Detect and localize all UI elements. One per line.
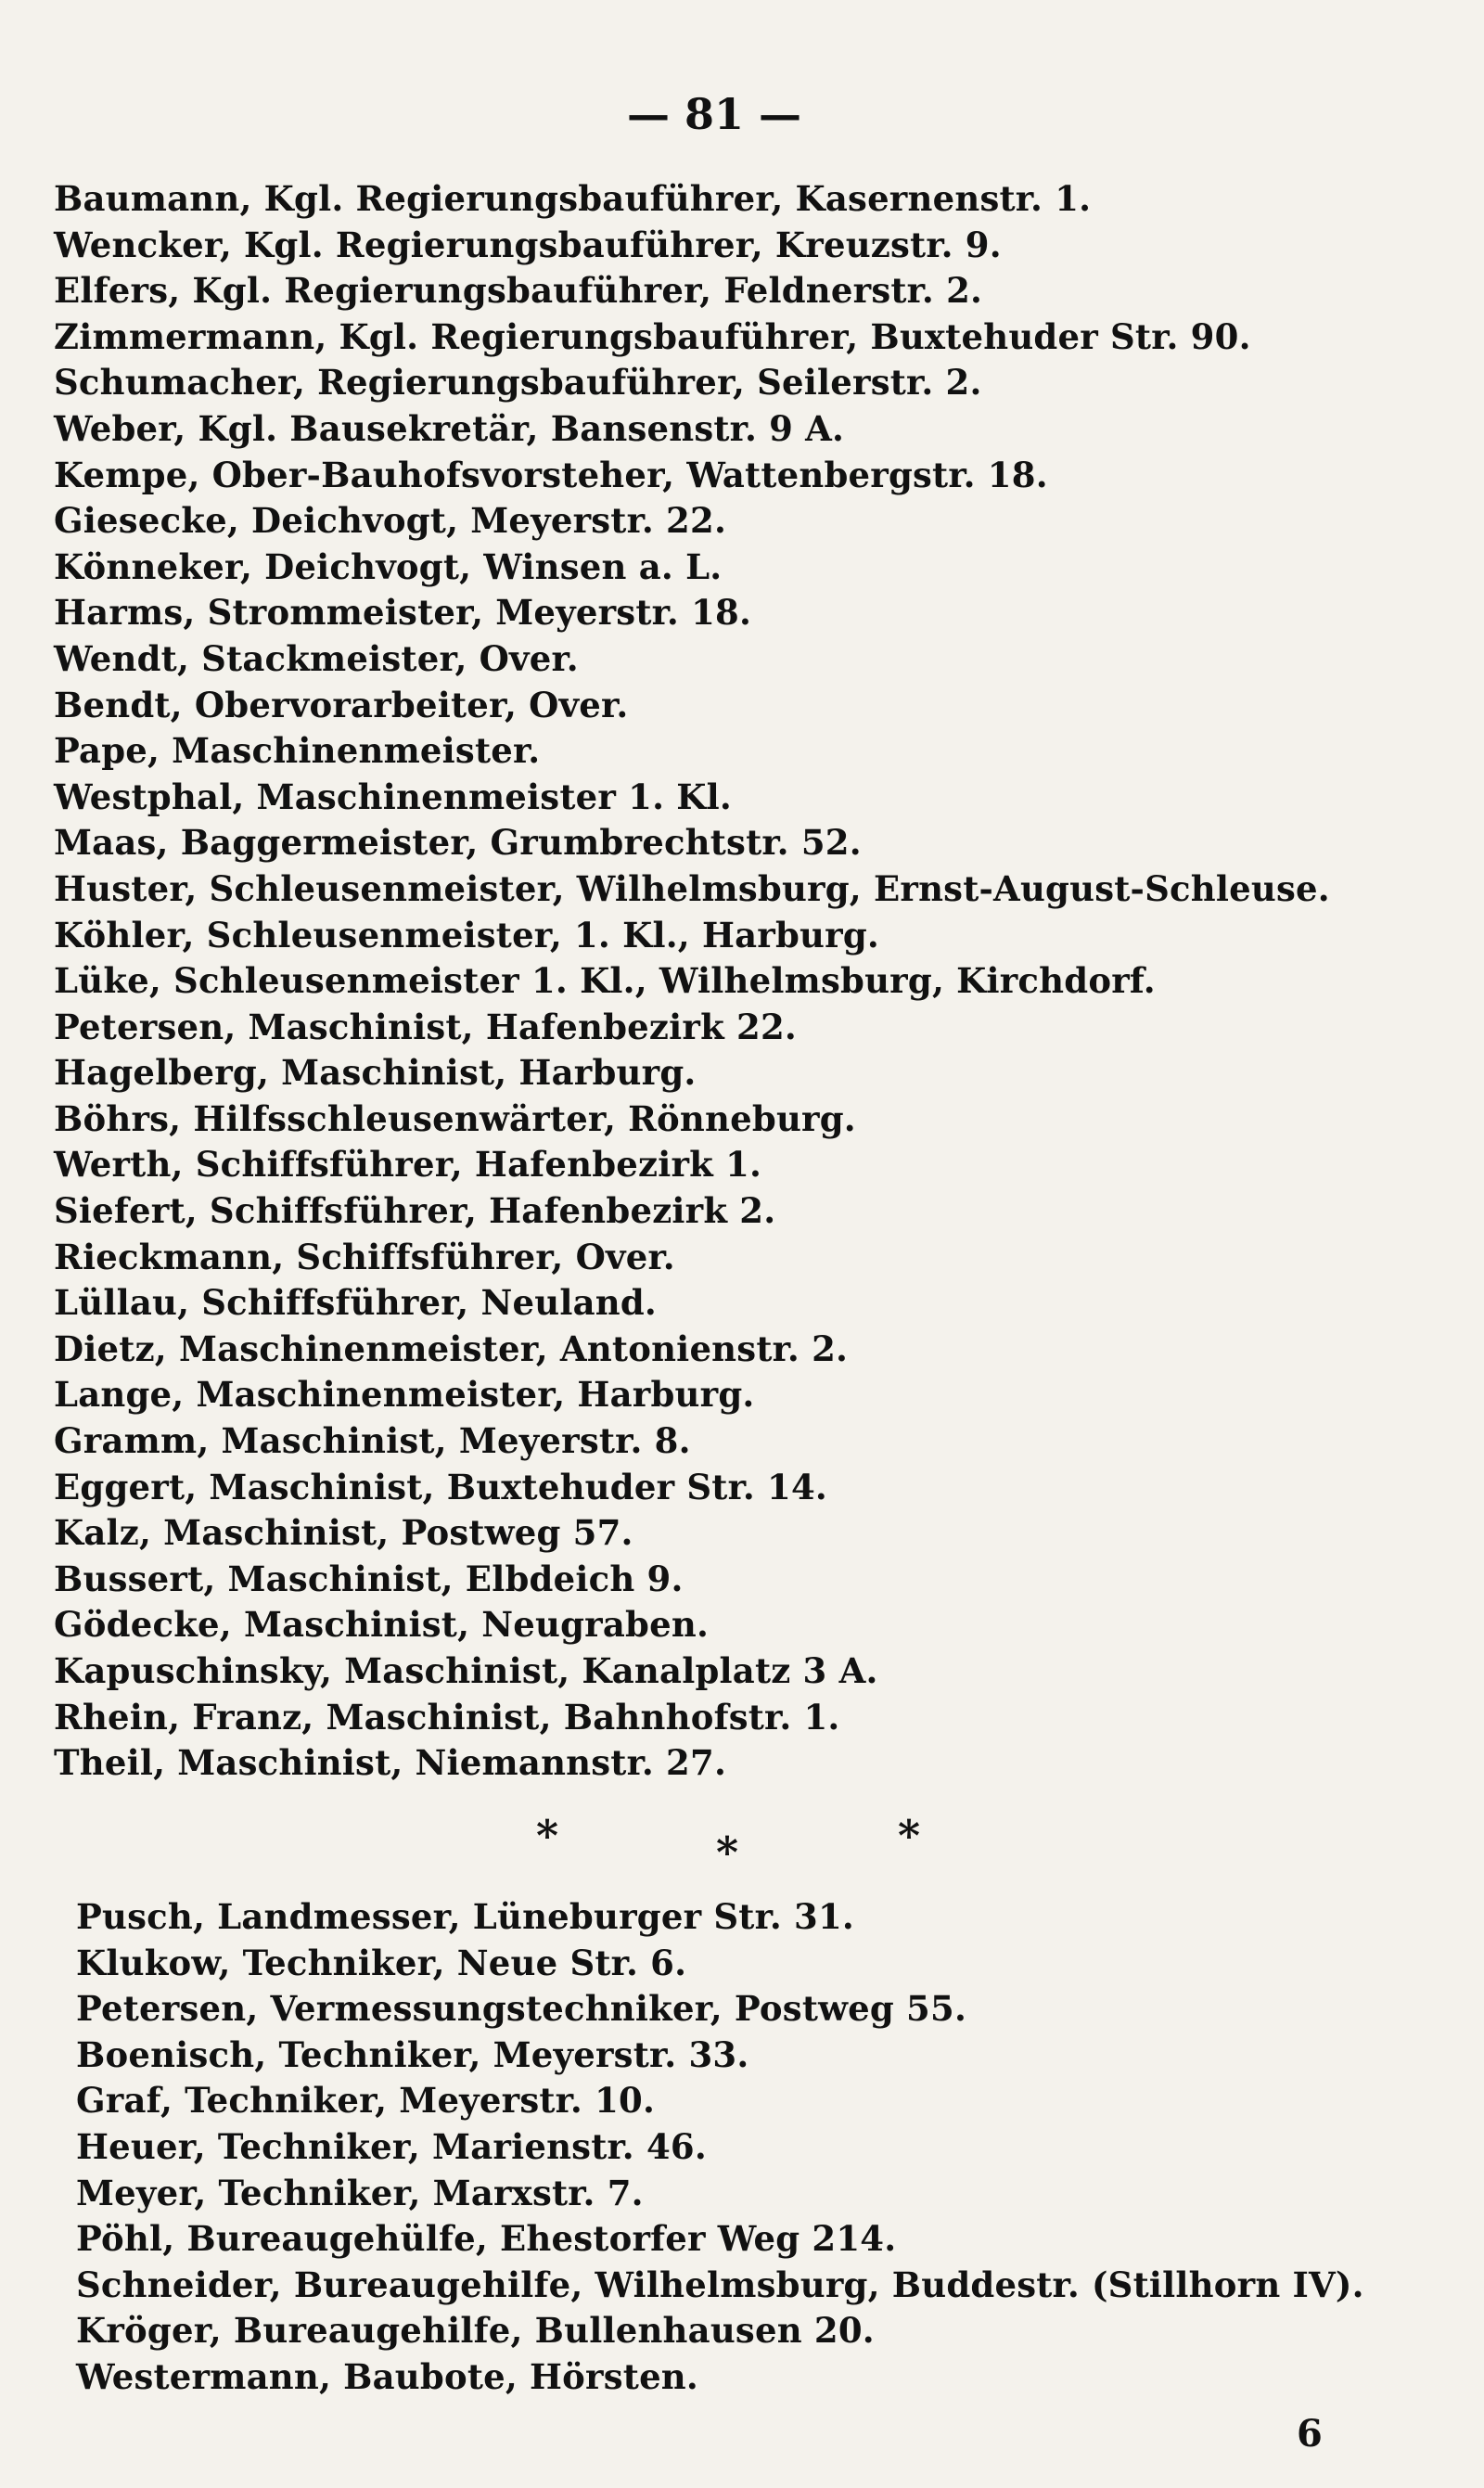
directory-entry: Heuer, Techniker, Marienstr. 46. <box>76 2125 707 2167</box>
directory-entry: Kröger, Bureaugehilfe, Bullenhausen 20. <box>76 2310 875 2352</box>
directory-entry: Hagelberg, Maschinist, Harburg. <box>54 1052 697 1094</box>
directory-entry: Pöhl, Bureaugehülfe, Ehestorfer Weg 214. <box>76 2218 897 2260</box>
directory-entry: Theil, Maschinist, Niemannstr. 27. <box>54 1742 727 1784</box>
directory-entry: Kempe, Ober-Bauhofsvorsteher, Wattenbergstr. 18. <box>54 454 1048 495</box>
directory-entry: Elfers, Kgl. Regierungsbauführer, Feldnerstr. 2. <box>54 270 983 312</box>
section-separator <box>0 1811 1484 1878</box>
separator-asterisk: * <box>898 1811 921 1861</box>
directory-entry: Köhler, Schleusenmeister, 1. Kl., Harburg. <box>54 914 879 955</box>
directory-entry: Wencker, Kgl. Regierungsbauführer, Kreuzstr. 9. <box>54 224 1002 265</box>
directory-entry: Werth, Schiffsführer, Hafenbezirk 1. <box>54 1144 762 1186</box>
directory-entry: Petersen, Vermessungstechniker, Postweg 55. <box>76 1988 967 2030</box>
page-number: — 81 — <box>626 89 802 139</box>
separator-asterisk: * <box>716 1828 739 1878</box>
directory-entry: Weber, Kgl. Bausekretär, Bansenstr. 9 A. <box>54 407 845 449</box>
directory-entry: Meyer, Techniker, Marxstr. 7. <box>76 2172 644 2213</box>
directory-entry: Westermann, Baubote, Hörsten. <box>76 2355 698 2397</box>
directory-entry: Graf, Techniker, Meyerstr. 10. <box>76 2080 656 2122</box>
signature-mark: 6 <box>1297 2412 1323 2456</box>
directory-entry: Maas, Baggermeister, Grumbrechtstr. 52. <box>54 822 862 864</box>
directory-entry: Böhrs, Hilfsschleusenwärter, Rönneburg. <box>54 1097 856 1139</box>
directory-list-second <box>76 1894 1467 2401</box>
directory-entry: Gramm, Maschinist, Meyerstr. 8. <box>54 1420 691 1462</box>
directory-entry: Westphal, Maschinenmeister 1. Kl. <box>54 776 732 817</box>
directory-entry: Rhein, Franz, Maschinist, Bahnhofstr. 1. <box>54 1696 840 1738</box>
directory-entry: Bussert, Maschinist, Elbdeich 9. <box>54 1558 684 1599</box>
directory-entry: Lüke, Schleusenmeister 1. Kl., Wilhelmsburg, Kirchdorf. <box>54 960 1156 1002</box>
directory-entry: Lüllau, Schiffsführer, Neuland. <box>54 1282 657 1324</box>
directory-entry: Giesecke, Deichvogt, Meyerstr. 22. <box>54 500 727 542</box>
directory-entry: Petersen, Maschinist, Hafenbezirk 22. <box>54 1006 797 1047</box>
directory-entry: Pape, Maschinenmeister. <box>54 730 541 772</box>
directory-entry: Boenisch, Techniker, Meyerstr. 33. <box>76 2033 749 2075</box>
directory-entry: Klukow, Techniker, Neue Str. 6. <box>76 1942 687 1983</box>
directory-entry: Bendt, Obervorarbeiter, Over. <box>54 684 629 725</box>
directory-entry: Rieckmann, Schiffsführer, Over. <box>54 1236 675 1277</box>
directory-entry: Könneker, Deichvogt, Winsen a. L. <box>54 545 723 587</box>
directory-entry: Eggert, Maschinist, Buxtehuder Str. 14. <box>54 1466 828 1507</box>
directory-list-first <box>54 176 1445 1787</box>
directory-entry: Baumann, Kgl. Regierungsbauführer, Kasernenstr. 1. <box>54 178 1092 219</box>
directory-entry: Wendt, Stackmeister, Over. <box>54 637 579 679</box>
directory-entry: Schneider, Bureaugehilfe, Wilhelmsburg, Buddestr. (Stillhorn IV). <box>76 2264 1364 2305</box>
directory-entry: Kalz, Maschinist, Postweg 57. <box>54 1512 633 1554</box>
directory-entry: Dietz, Maschinenmeister, Antonienstr. 2. <box>54 1327 849 1369</box>
directory-entry: Siefert, Schiffsführer, Hafenbezirk 2. <box>54 1190 776 1232</box>
directory-entry: Harms, Strommeister, Meyerstr. 18. <box>54 592 752 634</box>
directory-entry: Kapuschinsky, Maschinist, Kanalplatz 3 A. <box>54 1650 878 1691</box>
directory-entry: Gödecke, Maschinist, Neugraben. <box>54 1604 710 1646</box>
directory-entry: Huster, Schleusenmeister, Wilhelmsburg, Ernst-August-Schleuse. <box>54 867 1330 909</box>
directory-entry: Zimmermann, Kgl. Regierungsbauführer, Buxtehuder Str. 90. <box>54 315 1251 357</box>
separator-asterisk: * <box>536 1811 559 1861</box>
directory-entry: Schumacher, Regierungsbauführer, Seilerstr. 2. <box>54 362 982 404</box>
directory-entry: Lange, Maschinenmeister, Harburg. <box>54 1374 755 1416</box>
directory-entry: Pusch, Landmesser, Lüneburger Str. 31. <box>76 1896 855 1937</box>
